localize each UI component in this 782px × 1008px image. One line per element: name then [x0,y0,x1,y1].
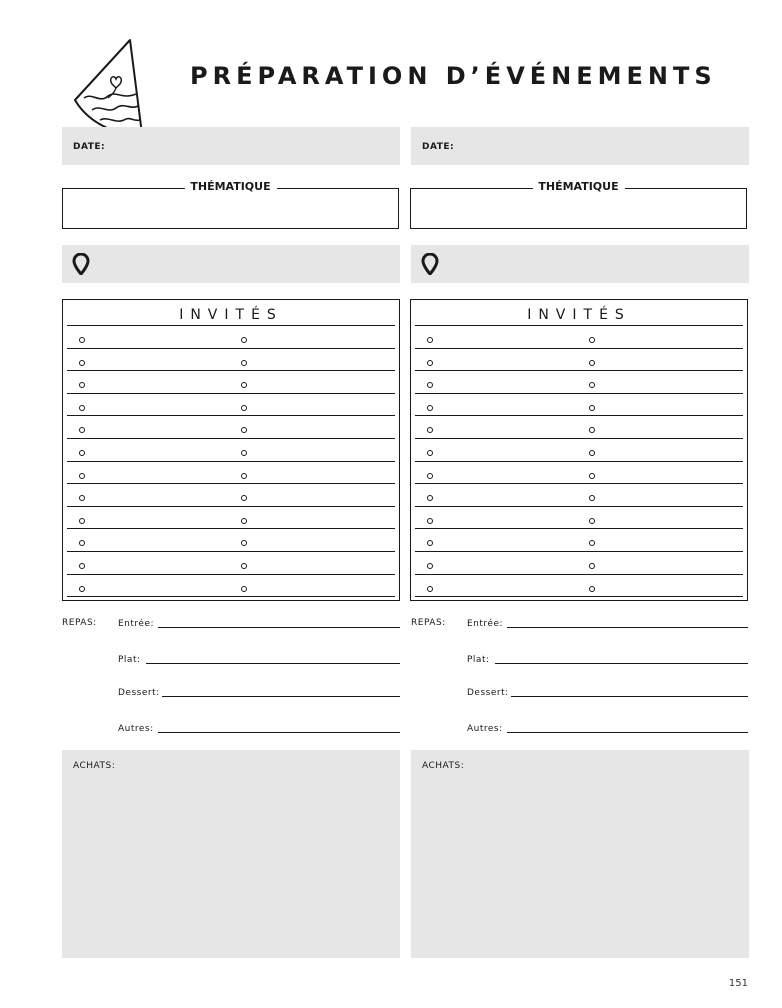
dessert-field[interactable] [511,696,748,697]
guest-row[interactable] [415,574,743,597]
location-field[interactable] [411,245,749,283]
guest-row[interactable] [415,325,743,349]
purchases-label: ACHATS: [422,761,465,771]
guest-row[interactable] [415,370,743,394]
guest-row[interactable] [415,528,743,552]
guest-row[interactable] [67,325,395,349]
meals-label: REPAS: [411,618,446,628]
theme-field[interactable] [410,180,747,229]
date-label: DATE: [73,142,106,152]
page-title: PRÉPARATION D’ÉVÉNEMENTS [190,62,717,90]
main-course-label: Plat: [467,655,490,665]
other-label: Autres: [467,724,503,734]
guest-row[interactable] [415,483,743,507]
starter-label: Entrée: [467,619,504,629]
date-field[interactable] [62,127,400,165]
guest-row[interactable] [67,415,395,439]
guest-row[interactable] [415,348,743,372]
starter-field[interactable] [158,627,400,628]
guest-row[interactable] [67,528,395,552]
main-course-label: Plat: [118,655,141,665]
guest-list-title: INVITÉS [179,307,283,323]
theme-label: THÉMATIQUE [184,180,276,193]
other-field[interactable] [507,732,748,733]
main-course-field[interactable] [495,663,748,664]
guest-row[interactable] [415,415,743,439]
guest-row[interactable] [67,438,395,462]
date-field[interactable] [411,127,749,165]
guest-row[interactable] [67,483,395,507]
date-label: DATE: [422,142,455,152]
guest-row[interactable] [415,506,743,530]
main-course-field[interactable] [146,663,400,664]
guest-row[interactable] [67,574,395,597]
guest-row[interactable] [415,393,743,417]
starter-field[interactable] [507,627,748,628]
other-field[interactable] [158,732,400,733]
location-pin-icon [421,253,439,275]
guest-row[interactable] [415,438,743,462]
guest-list-title: INVITÉS [527,307,631,323]
location-pin-icon [72,253,90,275]
guest-row[interactable] [67,348,395,372]
guest-list [62,299,400,601]
dessert-label: Dessert: [467,688,509,698]
purchases-area[interactable] [411,750,749,958]
meals-label: REPAS: [62,618,97,628]
other-label: Autres: [118,724,154,734]
guest-row[interactable] [415,551,743,575]
guest-row[interactable] [415,461,743,485]
guest-row[interactable] [67,506,395,530]
page-number: 151 [728,978,748,989]
party-hat-icon [70,38,150,138]
purchases-area[interactable] [62,750,400,958]
guest-row[interactable] [67,551,395,575]
guest-row[interactable] [67,370,395,394]
dessert-label: Dessert: [118,688,160,698]
theme-label: THÉMATIQUE [532,180,624,193]
starter-label: Entrée: [118,619,155,629]
theme-field[interactable] [62,180,399,229]
guest-row[interactable] [67,461,395,485]
guest-row[interactable] [67,393,395,417]
purchases-label: ACHATS: [73,761,116,771]
dessert-field[interactable] [162,696,400,697]
guest-list [410,299,748,601]
location-field[interactable] [62,245,400,283]
